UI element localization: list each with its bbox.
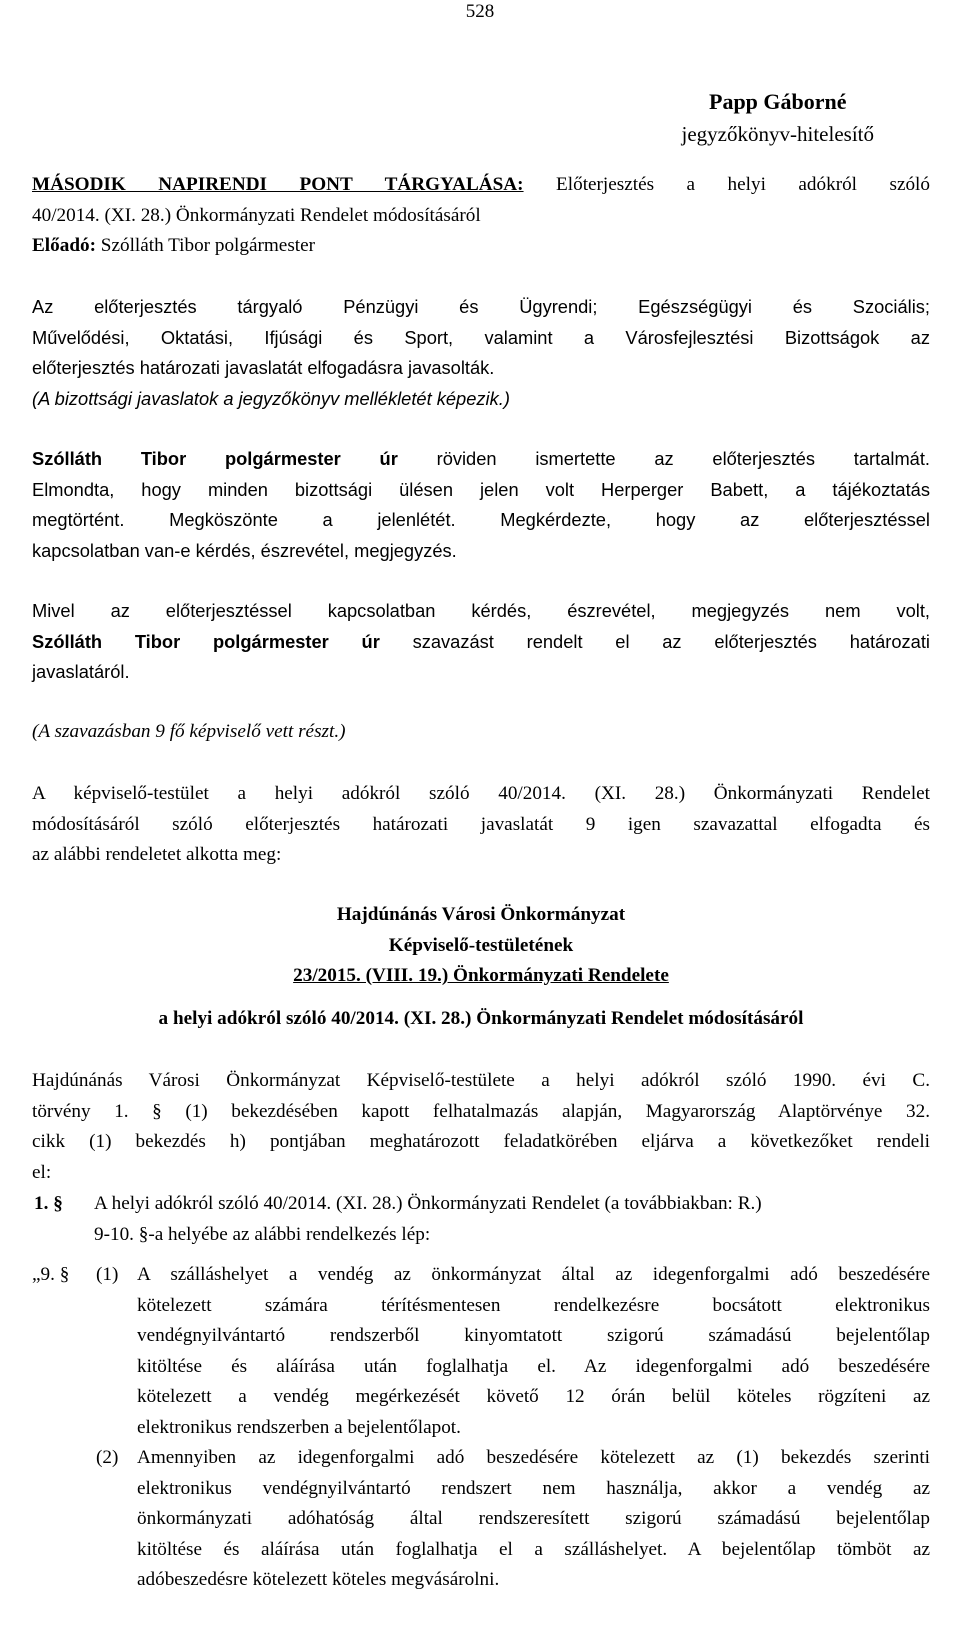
- vote-call-line: Mivel az előterjesztéssel kapcsolatban kérdés, észrevétel, megjegyzés nem volt,: [32, 600, 930, 621]
- preamble-line: el:: [32, 1161, 52, 1183]
- section-line: Amennyiben az idegenforgalmi adó beszedésére kötelezett az (1) bekezdés szerinti: [137, 1447, 930, 1468]
- agenda-line-1: [32, 170, 930, 201]
- preamble-line: Hajdúnánás Városi Önkormányzat Képviselő-testülete a helyi adókról szóló 1990. évi C.: [32, 1070, 930, 1091]
- presenter-label: Előadó:: [32, 235, 96, 256]
- agenda-heading: MÁSODIK NAPIRENDI PONT TÁRGYALÁSA:: [32, 174, 524, 195]
- vote-note: (A szavazásban 9 fő képviselő vett részt.): [32, 721, 346, 742]
- resolution-line: módosításáról szóló előterjesztés határozati javaslatát 9 igen szavazattal elfogadta és: [32, 813, 930, 835]
- section-line: kötelezett számára térítésmentesen rendelkezésre bocsátott elektronikus: [137, 1294, 930, 1316]
- agenda-block: [32, 170, 930, 262]
- paragraph-number: (2): [96, 1447, 119, 1468]
- article-line: 9-10. §-a helyébe az alábbi rendelkezés lép:: [94, 1223, 431, 1245]
- decree-title: [32, 900, 930, 992]
- committee-paragraph: [32, 292, 930, 414]
- mayor-intro-text: röviden ismertette az előterjesztés tartalmát.: [397, 448, 930, 469]
- section-line: vendégnyilvántartó rendszerből kinyomtatott szigorú számadású bejelentőlap: [137, 1325, 930, 1346]
- section-paragraph-1: [137, 1260, 930, 1443]
- presenter-line: [32, 231, 930, 262]
- committee-line: Művelődési, Oktatási, Ifjúsági és Sport, valamint a Városfejlesztési Bizottságok az: [32, 326, 930, 348]
- vote-call-line: [32, 627, 930, 658]
- section-line: önkormányzati adóhatóság által rendszeresített szigorú számadású bejelentőlap: [137, 1508, 930, 1529]
- section-line: kötelezett a vendég megérkezését követő 12 órán belül köteles rögzíteni az: [137, 1386, 930, 1407]
- resolution-paragraph: [32, 779, 930, 871]
- agenda-title-part2: 40/2014. (XI. 28.) Önkormányzati Rendelet módosításáról: [32, 204, 481, 226]
- signatory-name: Papp Gáborné: [709, 89, 847, 114]
- speaker-name: Szólláth Tibor polgármester úr: [32, 630, 380, 652]
- signatory-role: jegyzőkönyv-hitelesítő: [681, 122, 874, 146]
- resolution-line: A képviselő-testület a helyi adókról szóló 40/2014. (XI. 28.) Önkormányzati Rendelet: [32, 783, 930, 804]
- speaker-name: Szólláth Tibor polgármester úr: [32, 448, 398, 469]
- section-line: A szálláshelyet a vendég az önkormányzat által az idegenforgalmi adó beszedésére: [137, 1264, 930, 1285]
- section-line: adóbeszedésre kötelezett köteles megvásárolni.: [137, 1569, 500, 1590]
- mayor-intro-line: kapcsolatban van-e kérdés, észrevétel, megjegyzés.: [32, 539, 457, 561]
- section-line: elektronikus vendégnyilvántartó rendszert nem használja, akkor a vendég az: [137, 1477, 930, 1499]
- mayor-intro-line: Elmondta, hogy minden bizottsági ülésen jelen volt Herperger Babett, a tájékoztatás: [32, 478, 930, 500]
- decree-title-line3: 23/2015. (VIII. 19.) Önkormányzati Rendelete: [293, 965, 669, 986]
- decree-title-line1: Hajdúnánás Városi Önkormányzat: [336, 904, 626, 925]
- mayor-intro-line: megtörtént. Megköszönte a jelenlétét. Megkérdezte, hogy az előterjesztéssel: [32, 509, 930, 530]
- vote-call-line: javaslatáról.: [32, 661, 130, 682]
- preamble: [32, 1066, 930, 1188]
- vote-call-paragraph: [32, 596, 930, 688]
- paragraph-number: (1): [96, 1264, 119, 1285]
- preamble-line: cikk (1) bekezdés h) pontjában meghatározott feladatkörében eljárva a következőket rendeli: [32, 1131, 930, 1152]
- article-line: A helyi adókról szóló 40/2014. (XI. 28.) Önkormányzati Rendelet (a továbbiakban: R.): [94, 1193, 762, 1214]
- committee-line: előterjesztés határozati javaslatát elfogadásra javasolták.: [32, 357, 495, 378]
- section-line: kitöltése és aláírása után foglalhatja el. Az idegenforgalmi adó beszedésére: [137, 1355, 930, 1377]
- vote-call-text: szavazást rendelt el az előterjesztés határozati: [379, 630, 930, 652]
- mayor-intro-line: [32, 444, 930, 475]
- decree-subtitle-wrap: [32, 1004, 930, 1035]
- committee-note: (A bizottsági javaslatok a jegyzőkönyv mellékletét képezik.): [32, 387, 510, 409]
- article-number: 1. §: [34, 1193, 63, 1214]
- signature-block: [682, 86, 874, 150]
- decree-subtitle: a helyi adókról szóló 40/2014. (XI. 28.) Önkormányzati Rendelet módosításáról: [158, 1008, 804, 1029]
- agenda-title-part1: Előterjesztés a helyi adókról szóló: [523, 174, 930, 195]
- mayor-intro-paragraph: [32, 444, 930, 566]
- section-line: kitöltése és aláírása után foglalhatja el a szálláshelyet. A bejelentőlap tömböt az: [137, 1538, 930, 1560]
- committee-line: Az előterjesztés tárgyaló Pénzügyi és Ügyrendi; Egészségügyi és Szociális;: [32, 296, 930, 317]
- decree-title-line2: Képviselő-testületének: [388, 934, 574, 956]
- section-paragraph-2: [137, 1443, 930, 1596]
- preamble-line: törvény 1. § (1) bekezdésében kapott felhatalmazás alapján, Magyarország Alaptörvénye 32.: [32, 1100, 930, 1122]
- section-line: elektronikus rendszerben a bejelentőlapot.: [137, 1416, 461, 1438]
- resolution-line: az alábbi rendeletet alkotta meg:: [32, 844, 282, 865]
- presenter-name: Szólláth Tibor polgármester: [95, 235, 316, 256]
- page-number: 528: [465, 1, 495, 22]
- section-label: „9. §: [32, 1264, 70, 1285]
